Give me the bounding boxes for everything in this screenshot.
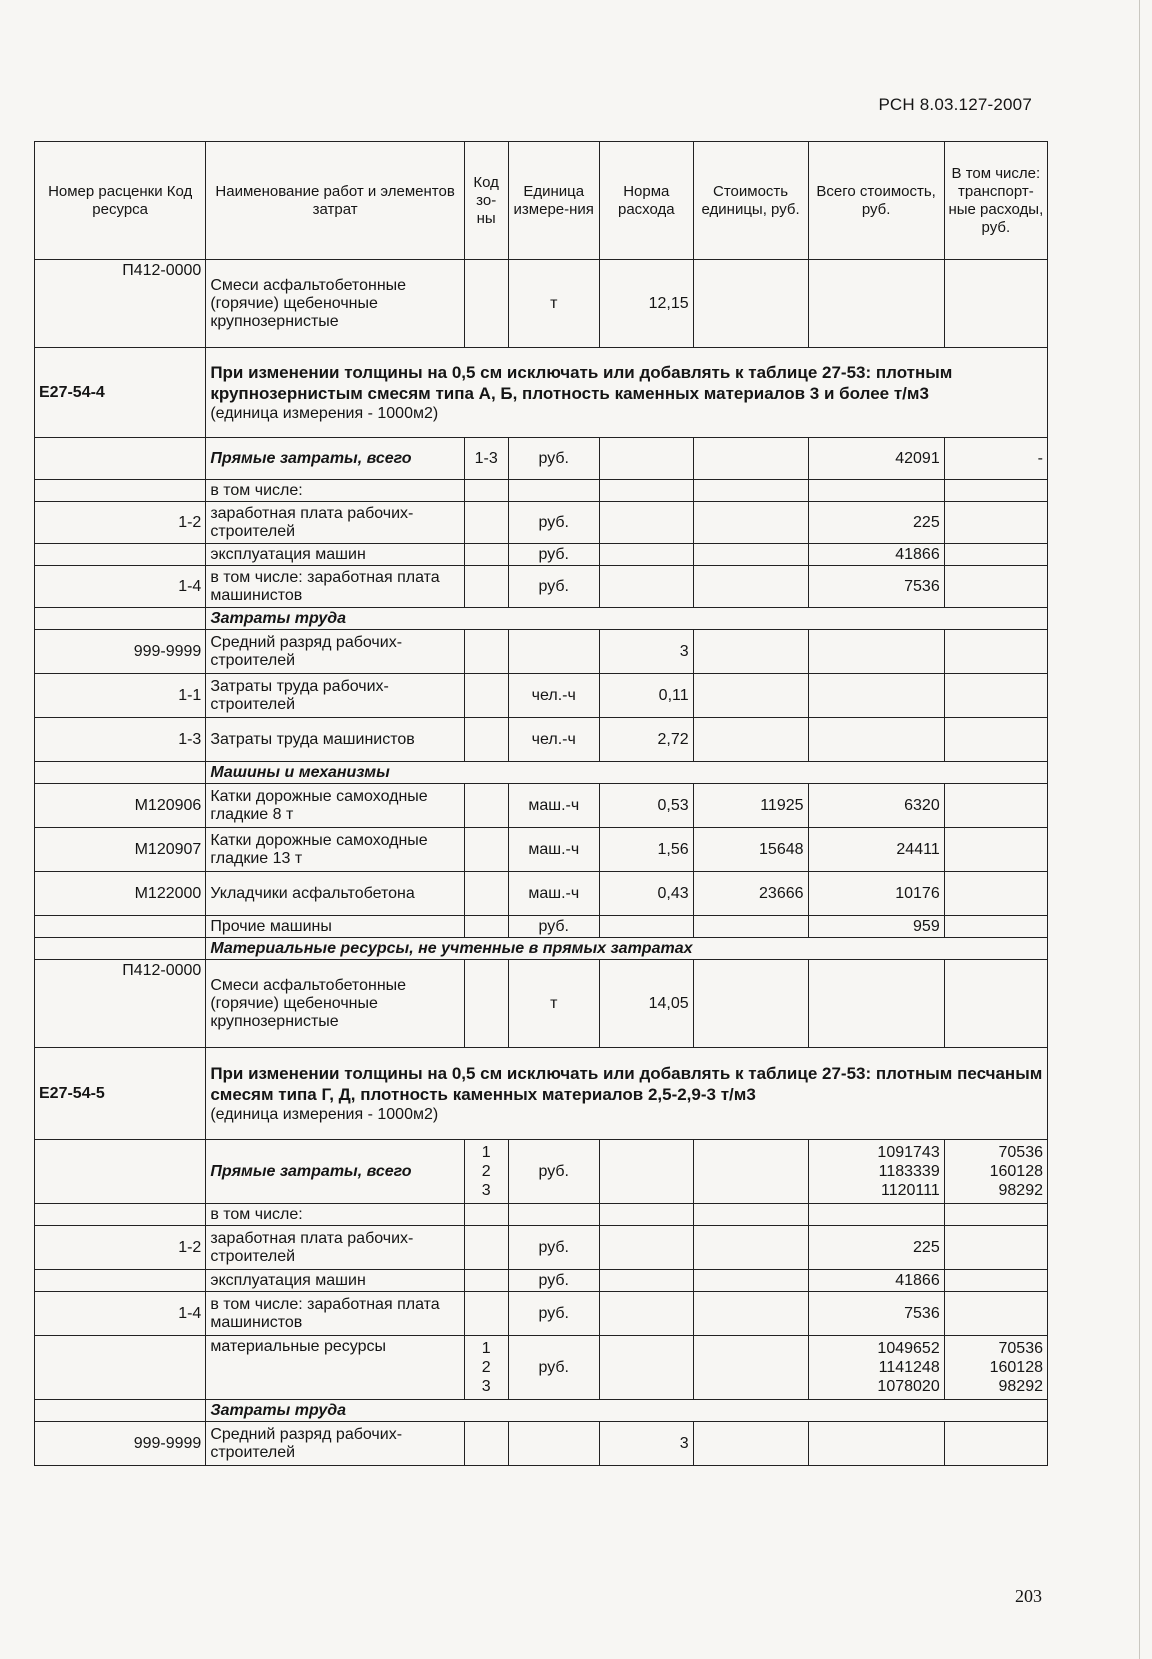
resource-name: Катки дорожные самоходные гладкие 13 т (206, 828, 465, 872)
zone-code: 3 (481, 1378, 491, 1395)
table-row (35, 872, 1048, 916)
transport-cost: 98292 (998, 1378, 1043, 1395)
total-cost: 1183339 (878, 1163, 940, 1180)
machines-group-title: Машины и механизмы (206, 762, 1048, 784)
including-label: в том числе: (206, 1204, 465, 1226)
zone-code: 2 (481, 1359, 491, 1376)
table-row (35, 480, 1048, 502)
resource-name: заработная плата рабочих-строителей (206, 1226, 465, 1270)
unit (508, 630, 600, 674)
unit: чел.-ч (508, 718, 600, 762)
total-cost: 7536 (808, 1292, 944, 1336)
transport-cost: 160128 (989, 1163, 1043, 1180)
resource-unit: т (508, 260, 600, 348)
section-title: При изменении толщины на 0,5 см исключать или добавлять к таблице 27-53: плотным песчаным смесям типа Г, Д, плотность каменных материалов 2,5-2,9-3 т/м3 (210, 1064, 1043, 1104)
resource-name: Средний разряд рабочих-строителей (206, 630, 465, 674)
transport-cost-cell (944, 1336, 1047, 1400)
resource-code: 1-4 (35, 566, 206, 608)
header-unit: Единица измере-ния (508, 142, 600, 260)
table-row (35, 1270, 1048, 1292)
header-norm: Норма расхода (600, 142, 694, 260)
labor-group-title: Затраты труда (206, 1400, 1048, 1422)
table-row (35, 502, 1048, 544)
group-header-row (35, 938, 1048, 960)
resource-name: Катки дорожные самоходные гладкие 8 т (206, 784, 465, 828)
resource-code: П412-0000 (35, 260, 206, 348)
transport-cost: 70536 (998, 1340, 1043, 1357)
header-unit-cost: Стоимость единицы, руб. (693, 142, 808, 260)
resource-name: Смеси асфальтобетонные (горячие) щебеночные крупнозернистые (206, 960, 465, 1048)
total-cost: 959 (808, 916, 944, 938)
page-number: 203 (1015, 1586, 1042, 1606)
resource-code: 999-9999 (35, 630, 206, 674)
rates-table (34, 141, 1048, 1466)
norm: 0,11 (600, 674, 694, 718)
scan-edge-line (1139, 0, 1140, 1659)
unit: т (508, 960, 600, 1048)
table-row (35, 544, 1048, 566)
norm: 1,56 (600, 828, 694, 872)
total-cost: 42091 (808, 438, 944, 480)
resource-name: Средний разряд рабочих-строителей (206, 1422, 465, 1466)
group-header-row (35, 762, 1048, 784)
resource-name: Затраты труда машинистов (206, 718, 465, 762)
transport-cost: - (944, 438, 1047, 480)
header-row (35, 142, 1048, 260)
table-row (35, 1226, 1048, 1270)
zone-code: 2 (481, 1163, 491, 1180)
resource-code: 1-2 (35, 1226, 206, 1270)
table-row (35, 1336, 1048, 1400)
materials-group-title: Материальные ресурсы, не учтенные в прямых затратах (206, 938, 1048, 960)
norm: 0,53 (600, 784, 694, 828)
total-cost: 1120111 (880, 1182, 940, 1199)
total-cost: 225 (808, 1226, 944, 1270)
total-cost-cell (808, 1140, 944, 1204)
table-row (35, 960, 1048, 1048)
section-title: При изменении толщины на 0,5 см исключать или добавлять к таблице 27-53: плотным крупнозернистым смесям типа А, Б, плотность каменных материалов 3 и более т/м3 (210, 363, 953, 403)
unit-cost: 23666 (693, 872, 808, 916)
transport-cost: 160128 (989, 1359, 1043, 1376)
rates-table-sheet (34, 141, 1048, 1466)
header-transport: В том числе: транспорт-ные расходы, руб. (944, 142, 1047, 260)
section-code: Е27-54-5 (35, 1048, 206, 1140)
resource-name: материальные ресурсы (206, 1336, 465, 1400)
unit-cost: 11925 (693, 784, 808, 828)
resource-name: в том числе: заработная плата машинистов (206, 1292, 465, 1336)
resource-name: эксплуатация машин (206, 1270, 465, 1292)
header-zone: Код зо-ны (464, 142, 508, 260)
section-code: Е27-54-4 (35, 348, 206, 438)
unit: руб. (508, 438, 600, 480)
resource-code: 1-1 (35, 674, 206, 718)
labor-group-title: Затраты труда (206, 608, 1048, 630)
total-cost: 1078020 (877, 1378, 940, 1395)
total-cost: 1049652 (877, 1340, 940, 1357)
zone-codes-cell (464, 1336, 508, 1400)
zone-code: 1-3 (464, 438, 508, 480)
resource-code: М122000 (35, 872, 206, 916)
norm: 0,43 (600, 872, 694, 916)
direct-costs-label: Прямые затраты, всего (206, 438, 465, 480)
table-row (35, 1140, 1048, 1204)
resource-code: П412-0000 (35, 960, 206, 1048)
unit: руб. (508, 1292, 600, 1336)
group-header-row (35, 1400, 1048, 1422)
resource-code: 1-2 (35, 502, 206, 544)
transport-cost: 98292 (998, 1182, 1043, 1199)
unit: руб. (508, 1140, 600, 1204)
resource-name: Затраты труда рабочих-строителей (206, 674, 465, 718)
header-code: Номер расценки Код ресурса (35, 142, 206, 260)
resource-norm: 12,15 (600, 260, 694, 348)
resource-name: Смеси асфальтобетонные (горячие) щебеночные крупнозернистые (206, 260, 465, 348)
unit: руб. (508, 566, 600, 608)
transport-cost: 70536 (998, 1144, 1043, 1161)
resource-code: М120906 (35, 784, 206, 828)
total-cost-cell (808, 1336, 944, 1400)
total-cost: 7536 (808, 566, 944, 608)
total-cost: 1141248 (878, 1359, 940, 1376)
section-title-cell (206, 1048, 1048, 1140)
unit: руб. (508, 544, 600, 566)
document-code: РСН 8.03.127-2007 (878, 95, 1032, 114)
total-cost: 1091743 (877, 1144, 940, 1161)
total-cost: 10176 (808, 872, 944, 916)
section-unit-note: (единица измерения - 1000м2) (210, 1106, 439, 1123)
table-row (35, 630, 1048, 674)
resource-code: 999-9999 (35, 1422, 206, 1466)
resource-name: Прочие машины (206, 916, 465, 938)
resource-name: эксплуатация машин (206, 544, 465, 566)
table-row (35, 566, 1048, 608)
unit: руб. (508, 1270, 600, 1292)
unit: чел.-ч (508, 674, 600, 718)
resource-code: 1-4 (35, 1292, 206, 1336)
unit: руб. (508, 502, 600, 544)
unit: маш.-ч (508, 828, 600, 872)
unit: руб. (508, 1226, 600, 1270)
direct-costs-label: Прямые затраты, всего (206, 1140, 465, 1204)
total-cost: 41866 (808, 544, 944, 566)
table-row (35, 438, 1048, 480)
section-header-row (35, 348, 1048, 438)
unit: руб. (508, 1336, 600, 1400)
norm: 3 (600, 1422, 694, 1466)
zone-code: 1 (481, 1144, 491, 1161)
table-row (35, 674, 1048, 718)
resource-name: Укладчики асфальтобетона (206, 872, 465, 916)
table-row (35, 718, 1048, 762)
resource-code: М120907 (35, 828, 206, 872)
total-cost: 6320 (808, 784, 944, 828)
resource-name: заработная плата рабочих-строителей (206, 502, 465, 544)
unit: маш.-ч (508, 872, 600, 916)
norm: 3 (600, 630, 694, 674)
total-cost: 41866 (808, 1270, 944, 1292)
table-row (35, 828, 1048, 872)
header-total: Всего стоимость, руб. (808, 142, 944, 260)
zone-code: 3 (481, 1182, 491, 1199)
unit: руб. (508, 916, 600, 938)
table-row (35, 1204, 1048, 1226)
section-unit-note: (единица измерения - 1000м2) (210, 405, 439, 422)
table-row (35, 1422, 1048, 1466)
group-header-row (35, 608, 1048, 630)
total-cost: 225 (808, 502, 944, 544)
table-row (35, 1292, 1048, 1336)
resource-code: 1-3 (35, 718, 206, 762)
norm: 2,72 (600, 718, 694, 762)
table-row (35, 784, 1048, 828)
header-name: Наименование работ и элементов затрат (206, 142, 465, 260)
including-label: в том числе: (206, 480, 465, 502)
zone-codes-cell (464, 1140, 508, 1204)
zone-code: 1 (481, 1340, 491, 1357)
table-row (35, 916, 1048, 938)
unit-cost: 15648 (693, 828, 808, 872)
table-row (35, 260, 1048, 348)
section-header-row (35, 1048, 1048, 1140)
section-title-cell (206, 348, 1048, 438)
norm: 14,05 (600, 960, 694, 1048)
total-cost: 24411 (808, 828, 944, 872)
resource-name: в том числе: заработная плата машинистов (206, 566, 465, 608)
unit: маш.-ч (508, 784, 600, 828)
transport-cost-cell (944, 1140, 1047, 1204)
